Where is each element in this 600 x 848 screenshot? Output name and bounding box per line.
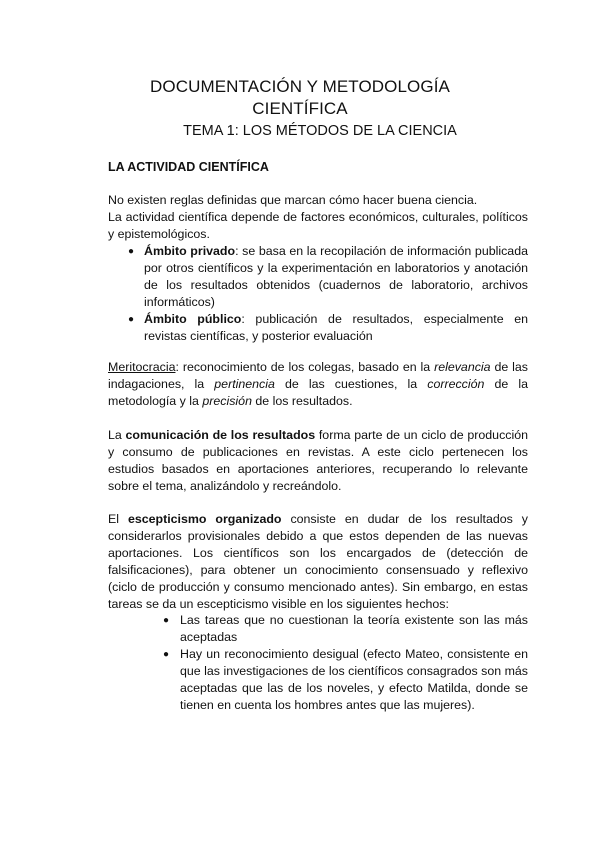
ambito-privado-label: Ámbito privado: [144, 244, 236, 258]
comunicacion-text: forma parte de un ciclo de producción y consumo de publicaciones en revistas. A este ciclo pertenecen los estudios basados en aportaciones anteriores, recuperando lo relevante sobre el tema, analizándolo y recreándolo.: [108, 428, 528, 493]
comunicacion-paragraph: [108, 427, 528, 495]
escepticismo-text: El: [108, 512, 128, 526]
ambito-publico-text: : publicación de resultados, especialmente en revistas científicas, y posterior evaluación: [144, 312, 528, 343]
bullet-dot: ●: [163, 649, 170, 660]
escepticismo-text: consiste en dudar de los resultados y considerarlos provisionales debido a que estos dependen de las nuevas aportaciones. Los científicos son los encargados de (detección de falsificaciones), para obtener un conocimiento consensuado y reflexivo (ciclo de producción y consumo mencionado antes). Sin embargo, en estas tareas se da un escepticismo visible en los siguientes hechos:: [108, 512, 529, 611]
escepticismo-paragraph: [108, 511, 528, 613]
meritocracia-text: de las cuestiones, la: [274, 377, 428, 391]
document-title-line-2: CIENTÍFICA: [252, 99, 348, 118]
meritocracia-emphasis: relevancia: [434, 360, 491, 374]
bullet-dot: ●: [163, 615, 170, 626]
meritocracia-emphasis: corrección: [427, 377, 485, 391]
comunicacion-term: comunicación de los resultados: [125, 428, 316, 442]
meritocracia-text: de la metodología y la: [108, 377, 528, 408]
ambito-publico-label: Ámbito público: [144, 312, 242, 326]
ambito-privado-text: : se basa en la recopilación de información publicada por otros científicos y la experimentación en laboratorios y anotación de los resultados obtenidos (cuadernos de laboratorio, archivos informáticos): [144, 244, 528, 309]
meritocracia-term: Meritocracia: [108, 360, 176, 374]
escepticismo-term: escepticismo organizado: [127, 512, 282, 526]
bullet-dot: ●: [128, 314, 135, 325]
list-item-hecho-2: Hay un reconocimiento desigual (efecto Mateo, consistente en que las investigaciones de los científicos consagrados son más aceptadas que las de los noveles, y efecto Matilda, donde se tienen en cuenta los hombres antes que las mujeres).: [180, 647, 528, 712]
section-heading: LA ACTIVIDAD CIENTÍFICA: [108, 160, 269, 174]
list-item-hecho-1: Las tareas que no cuestionan la teoría existente son las más aceptadas: [180, 613, 528, 644]
meritocracia-text: de los resultados.: [251, 394, 353, 408]
meritocracia-paragraph: [108, 359, 528, 410]
intro-line-2: La actividad científica depende de factores económicos, culturales, políticos y epistemológicos.: [108, 210, 528, 241]
meritocracia-text: : reconocimiento de los colegas, basado en la: [175, 360, 435, 374]
document-subtitle: TEMA 1: LOS MÉTODOS DE LA CIENCIA: [183, 123, 457, 139]
intro-line-1: No existen reglas definidas que marcan cómo hacer buena ciencia.: [108, 193, 478, 207]
meritocracia-emphasis: pertinencia: [214, 377, 275, 391]
list-item-ambito-privado: [144, 243, 528, 311]
list-item-ambito-publico: [144, 311, 528, 345]
bullet-dot: ●: [128, 246, 135, 257]
meritocracia-text: de las indagaciones, la: [108, 360, 529, 391]
meritocracia-emphasis: precisión: [202, 394, 252, 408]
document-title-line-1: DOCUMENTACIÓN Y METODOLOGÍA: [150, 77, 450, 96]
comunicacion-text: La: [108, 428, 126, 442]
